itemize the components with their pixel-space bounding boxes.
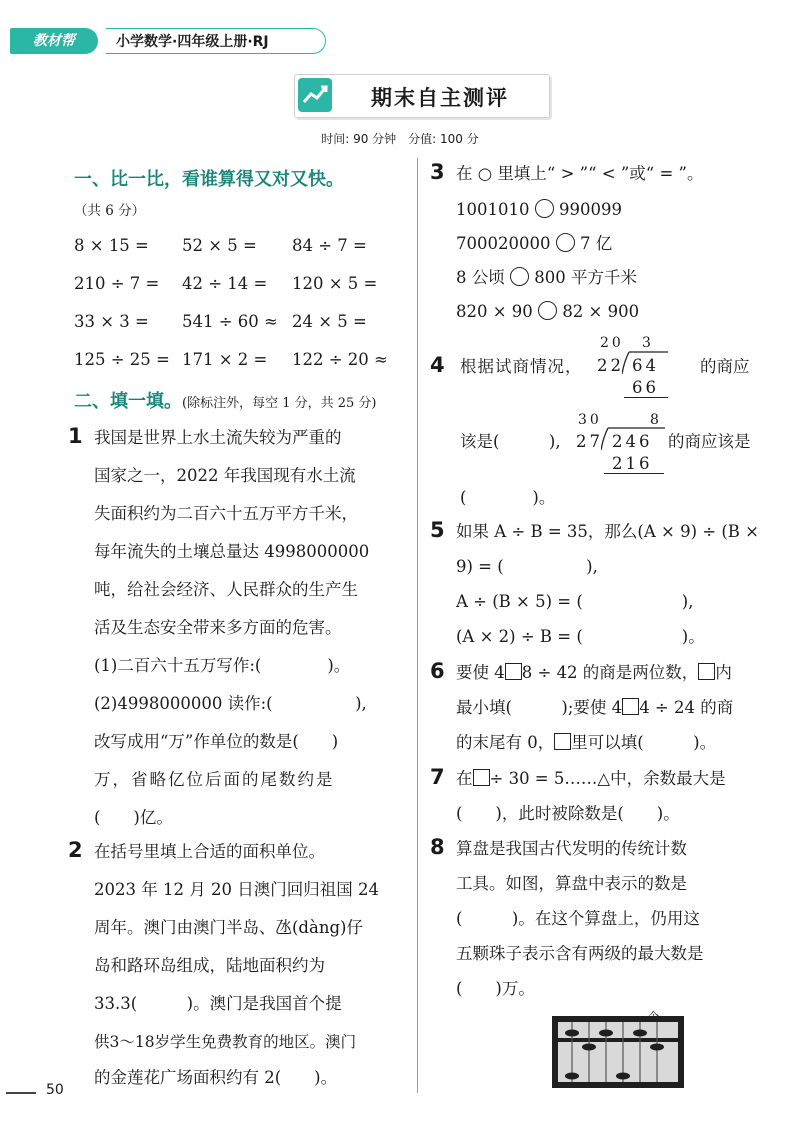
division-divisor: 22 [597, 356, 624, 375]
compare-circle[interactable] [538, 301, 557, 320]
page-number: 50 [46, 1082, 64, 1098]
q1-line: 改写成用“万”作单位的数是( ) [94, 732, 339, 751]
q8-line: 算盘是我国古代发明的传统计数 [456, 839, 687, 858]
q1-line: 吨，给社会经济、人民群众的生产生 [94, 580, 358, 599]
q7-text: 在 [456, 769, 473, 788]
q6-text: 的末尾有 0， [456, 733, 555, 752]
question-number: 1 [68, 424, 83, 448]
calc-item: 52 × 5 = [182, 236, 257, 255]
q6-text: 里可以填( )。 [571, 733, 717, 752]
q4-text: 根据试商情况， [460, 357, 583, 376]
q7-text: ÷ 30 = 5……△中，余数最大是 [489, 769, 726, 788]
q2-line: 岛和路环岛组成，陆地面积约为 [94, 956, 325, 975]
q2-line: 2023 年 12 月 20 日澳门回归祖国 24 [94, 880, 379, 899]
section2-heading: 二、填一填。 [74, 391, 182, 412]
question-number: 8 [430, 835, 445, 859]
calc-item: 42 ÷ 14 = [182, 274, 268, 293]
book-label: 小学数学·四年级上册·RJ [106, 28, 326, 54]
q6-line [456, 698, 733, 718]
compare-circle[interactable] [556, 233, 575, 252]
question-number: 5 [430, 518, 445, 542]
compare-circle[interactable] [510, 267, 529, 286]
question-number: 4 [430, 353, 445, 377]
q1-line: ( )亿。 [94, 808, 173, 827]
q5-line: 如果 A ÷ B = 35，那么(A × 9) ÷ (B × [456, 522, 759, 541]
q3-right: 7 亿 [579, 234, 613, 253]
calc-item: 33 × 3 = [74, 312, 149, 331]
q3-item [456, 267, 637, 288]
q3-left: 820 × 90 [456, 302, 533, 321]
q3-left: 8 公顷 [456, 268, 505, 287]
calc-item: 8 × 15 = [74, 236, 149, 255]
q1-line: (1)二百六十五万写作:( )。 [94, 656, 351, 675]
section1-heading: 一、比一比，看谁算得又对又快。 [74, 169, 344, 190]
compare-circle[interactable] [535, 199, 554, 218]
q6-text: 8 ÷ 42 的商是两位数， [521, 663, 699, 682]
q8-line: ( )。在这个算盘上，仍用这 [456, 909, 700, 928]
page-number-line [6, 1092, 36, 1094]
q8-line: 工具。如图，算盘中表示的数是 [456, 874, 687, 893]
division-line [604, 473, 664, 474]
calc-item: 125 ÷ 25 = [74, 350, 170, 369]
q5-line: 9) = ( ), [456, 557, 598, 576]
q6-text: 要使 4 [456, 663, 505, 682]
abacus-image [552, 1016, 684, 1088]
page-title: 期末自主测评 [371, 86, 509, 110]
q2-line: 33.3( )。澳门是我国首个提 [94, 994, 342, 1013]
calc-item: 122 ÷ 20 ≈ [292, 350, 388, 369]
division-dividend: 64 [632, 356, 659, 375]
q2-line: 周年。澳门由澳门半岛、氹(dàng)仔 [94, 918, 363, 937]
section2-header [74, 387, 377, 413]
q6-text: 4 ÷ 24 的商 [639, 698, 734, 717]
brand-label: 教材帮 [10, 28, 98, 54]
q1-line: 国家之一，2022 年我国现有水土流 [94, 466, 356, 485]
division-note: 20 [600, 335, 624, 351]
division-divisor: 27 [576, 432, 603, 451]
calc-item: 24 × 5 = [292, 312, 367, 331]
q6-line [456, 733, 716, 753]
q6-line [456, 663, 732, 683]
section2-note: (除标注外，每空 1 分，共 25 分) [182, 396, 377, 411]
q2-line: 的金莲花广场面积约有 2( )。 [94, 1068, 338, 1087]
q8-line: 五颗珠子表示含有两级的最大数是 [456, 944, 704, 963]
blank-box[interactable] [698, 663, 715, 680]
q3-intro: 在 ○ 里填上“ > ”“ < ”或“ = ”。 [456, 164, 704, 183]
division-product: 66 [632, 378, 659, 397]
q4-text: ( )。 [460, 488, 556, 507]
exam-meta: 时间: 90 分钟 分值: 100 分 [321, 132, 479, 146]
q4-text: 该是( ), [460, 432, 561, 451]
division-product: 216 [612, 454, 653, 473]
q3-right: 990099 [559, 200, 622, 219]
blank-box[interactable] [554, 733, 571, 750]
calc-item: 541 ÷ 60 ≈ [182, 312, 278, 331]
q2-line: 供3～18岁学生免费教育的地区。澳门 [94, 1033, 357, 1051]
calc-item: 84 ÷ 7 = [292, 236, 367, 255]
division-quotient: 8 [650, 412, 659, 428]
division-quotient: 3 [642, 335, 651, 351]
chart-trend-icon [298, 78, 332, 112]
q8-line: ( )万。 [456, 979, 535, 998]
q4-text: 的商应该是 [668, 432, 751, 451]
q6-text: 最小填( );要使 4 [456, 698, 623, 717]
blank-box[interactable] [622, 698, 639, 715]
q3-left: 1001010 [456, 200, 530, 219]
q7-line [456, 769, 726, 789]
q4-text: 的商应 [700, 357, 750, 376]
q5-line: (A × 2) ÷ B = ( )。 [456, 627, 705, 646]
q7-line: ( )，此时被除数是( )。 [456, 804, 680, 823]
column-divider [417, 158, 418, 1093]
calc-item: 210 ÷ 7 = [74, 274, 160, 293]
question-number: 3 [430, 160, 445, 184]
q1-line: 失面积约为二百六十五万平方千米， [94, 504, 358, 523]
q1-line: 万，省略亿位后面的尾数约是 [94, 770, 335, 789]
division-note: 30 [578, 412, 602, 428]
blank-box[interactable] [505, 663, 522, 680]
q1-line: (2)4998000000 读作:( ), [94, 694, 367, 713]
q3-item [456, 301, 639, 322]
q3-item [456, 233, 612, 254]
q3-right: 800 平方千米 [534, 268, 637, 287]
q2-line: 在括号里填上合适的面积单位。 [94, 842, 325, 861]
q3-right: 82 × 900 [562, 302, 640, 321]
division-line [624, 397, 668, 398]
section1-score: （共 6 分） [74, 203, 146, 219]
question-number: 7 [430, 765, 445, 789]
blank-box[interactable] [473, 769, 490, 786]
q3-left: 700020000 [456, 234, 551, 253]
calc-item: 171 × 2 = [182, 350, 268, 369]
question-number: 2 [68, 838, 83, 862]
q6-text: 内 [715, 663, 732, 682]
q1-line: 我国是世界上水土流失较为严重的 [94, 428, 342, 447]
q1-line: 活及生态安全带来多方面的危害。 [94, 618, 342, 637]
q3-item [456, 199, 622, 220]
question-number: 6 [430, 659, 445, 683]
q1-line: 每年流失的土壤总量达 4998000000 [94, 542, 370, 561]
calc-item: 120 × 5 = [292, 274, 378, 293]
division-dividend: 246 [612, 432, 653, 451]
q5-line: A ÷ (B × 5) = ( ), [456, 592, 694, 611]
